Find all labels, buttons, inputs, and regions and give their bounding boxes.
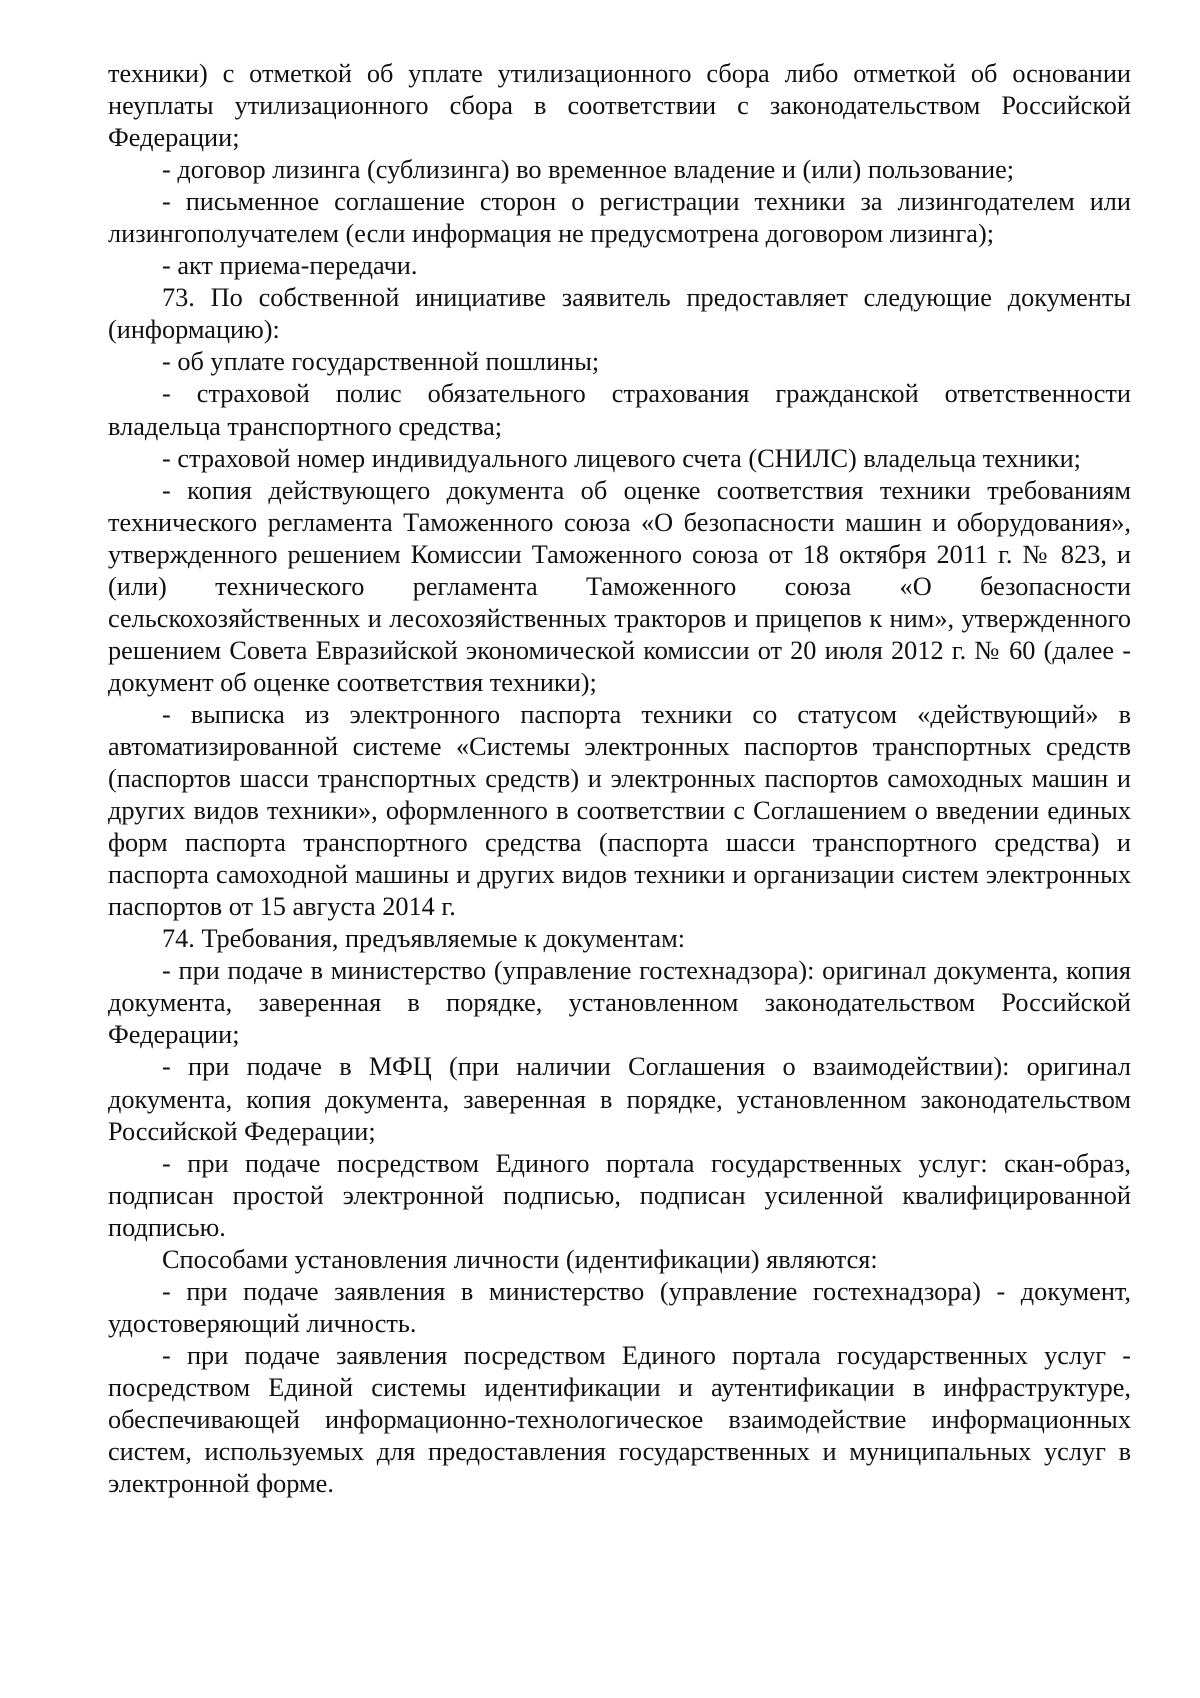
document-page (108, 58, 1131, 1500)
paragraph-continuation: техники) с отметкой об уплате утилизационного сбора либо отметкой об основании неуплаты утилизационного сбора в соответствии с законодательством Российской Федерации; (108, 59, 1131, 153)
list-item-conformity-document: - копия действующего документа об оценке соответствия техники требованиям технического регламента Таможенного союза «О безопасности машин и оборудования», утвержденного решением Комиссии Таможенного союза от 18 октября 2011 г. № 823, и (или) технического регламента Таможенного союза «О безопасности сельскохозяйственных и лесохозяйственных тракторов и прицепов к ним», утвержденного решением Совета Евразийской экономической комиссии от 20 июля 2012 г. № 60 (далее - документ об оценке соответствия техники); (108, 475, 1131, 697)
list-item-identification-portal: - при подаче заявления посредством Единого портала государственных услуг - посредством Единой системы идентификации и аутентификации в инфраструктуре, обеспечивающей информационно-технологическое взаимодействие информационных систем, используемых для предоставления государственных и муниципальных услуг в электронной форме. (108, 1340, 1131, 1499)
list-item-state-duty: - об уплате государственной пошлины; (162, 347, 600, 377)
identification-methods-heading: Способами установления личности (идентификации) являются: (162, 1244, 878, 1274)
section-73-heading: 73. По собственной инициативе заявитель предоставляет следующие документы (информацию): (108, 283, 1131, 345)
list-item-insurance-policy: - страховой полис обязательного страхования гражданской ответственности владельца транспортного средства; (108, 379, 1131, 441)
list-item-mfc-submission: - при подаче в МФЦ (при наличии Соглашения о взаимодействии): оригинал документа, копия документа, заверенная в порядке, установленном законодательством Российской Федерации; (108, 1052, 1131, 1146)
list-item-ministry-submission: - при подаче в министерство (управление гостехнадзора): оригинал документа, копия документа, заверенная в порядке, установленном законодательством Российской Федерации; (108, 956, 1131, 1050)
list-item-written-agreement: - письменное соглашение сторон о регистрации техники за лизингодателем или лизингополучателем (если информация не предусмотрена договором лизинга); (108, 187, 1131, 249)
list-item-leasing-contract: - договор лизинга (сублизинга) во временное владение и (или) пользование; (162, 155, 1015, 185)
section-74-heading: 74. Требования, предъявляемые к документам: (162, 924, 686, 954)
list-item-electronic-passport: - выписка из электронного паспорта техники со статусом «действующий» в автоматизированной системе «Системы электронных паспортов транспортных средств (паспортов шасси транспортных средств) и электронных паспортов самоходных машин и других видов техники», оформленного в соответствии с Соглашением о введении единых форм паспорта транспортного средства (паспорта шасси транспортного средства) и паспорта самоходной машины и других видов техники и организации систем электронных паспортов от 15 августа 2014 г. (108, 699, 1131, 922)
list-item-identification-ministry: - при подаче заявления в министерство (управление гостехнадзора) - документ, удостоверяющий личность. (108, 1276, 1131, 1338)
list-item-snils: - страховой номер индивидуального лицевого счета (СНИЛС) владельца техники; (162, 443, 1081, 473)
list-item-portal-submission: - при подаче посредством Единого портала государственных услуг: скан-образ, подписан простой электронной подписью, подписан усиленной квалифицированной подписью. (108, 1148, 1131, 1242)
list-item-transfer-act: - акт приема-передачи. (162, 251, 418, 281)
